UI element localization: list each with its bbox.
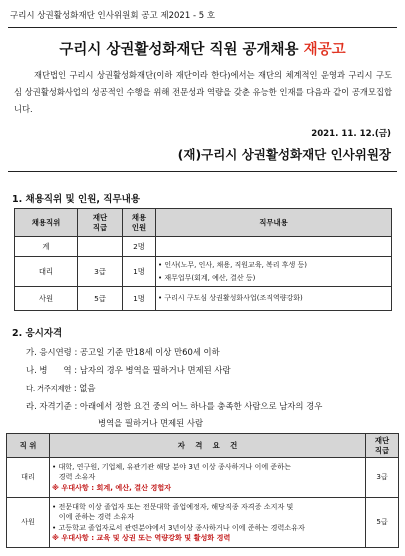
qualification-residence xyxy=(26,382,95,394)
cell-count: 1명 xyxy=(123,287,156,311)
qual-text: : 남자의 경우 병역을 필하거나 면제된 사람 xyxy=(74,365,231,375)
header-count: 채용 인원 xyxy=(123,209,156,237)
qual-label: 나. 병 역 xyxy=(26,365,72,375)
qualification-criteria xyxy=(26,400,322,412)
cell-position: 계 xyxy=(15,237,78,257)
qual-label: 다. 거주지제한 xyxy=(26,384,72,393)
cell-grade: 3급 xyxy=(366,458,399,498)
cell-grade: 5급 xyxy=(78,287,123,311)
cell-duty xyxy=(156,257,392,287)
qual-text: : 없음 xyxy=(73,383,96,393)
header-requirement: 자 격 요 건 xyxy=(50,434,366,458)
header-position: 직 위 xyxy=(7,434,50,458)
header-grade: 재단 직급 xyxy=(366,434,399,458)
cell-duty xyxy=(156,287,392,311)
qualification-criteria-cont: 병역을 필하거나 면제된 사람 xyxy=(98,418,204,428)
qualification-table xyxy=(6,433,399,548)
cell-grade: 5급 xyxy=(366,498,399,548)
issuer-organization: (재)구리시 상권활성화재단 인사위원장 xyxy=(177,147,391,162)
intro-paragraph: 재단법인 구리시 상권활성화재단(이하 재단이라 한다)에서는 재단의 체계적인 운영과 구리시 구도심 상권활성화사업의 성공적인 수행을 위해 전문성과 역량을 갖춘 유능한 인재를 다음과 같이 공개모집합니다. xyxy=(14,70,392,114)
header-position: 채용직위 xyxy=(15,209,78,237)
cell-position: 사원 xyxy=(15,287,78,311)
table-row xyxy=(15,287,392,311)
requirement-line: 경력 소유자 xyxy=(52,472,96,482)
recruit-table xyxy=(14,208,392,311)
qualification-age xyxy=(26,346,220,358)
cell-count: 1명 xyxy=(123,257,156,287)
preference-line: ※ 우대사항 : 교육 및 상권 또는 역량강화 및 활성화 경력 xyxy=(52,533,231,542)
title-main: 구리시 상권활성화재단 직원 공개채용 xyxy=(59,42,299,58)
section2-heading: 2. 응시자격 xyxy=(12,328,63,339)
cell-count: 2명 xyxy=(123,237,156,257)
duty-line: • 인사(노무, 인사, 채용, 직원교육, 복리 후생 등) xyxy=(158,260,308,269)
header-duty: 직무내용 xyxy=(156,209,392,237)
requirement-line: 이에 준하는 경력 소유자 xyxy=(52,512,135,521)
section1-heading: 1. 채용직위 및 인원, 직무내용 xyxy=(12,194,141,205)
top-divider xyxy=(8,27,397,28)
table-row xyxy=(7,498,399,548)
header-grade: 재단 직급 xyxy=(78,209,123,237)
qual-label: 라. 자격기준 xyxy=(26,401,72,411)
duty-line: • 재무업무(회계, 예산, 결산 등) xyxy=(158,273,256,282)
page-title xyxy=(0,38,405,59)
duty-line: • 구리시 구도심 상권활성화사업(조직역량강화) xyxy=(158,294,303,302)
cell-position: 사원 xyxy=(7,498,50,548)
cell-duty xyxy=(156,237,392,257)
cell-grade xyxy=(78,237,123,257)
qual-text: : 아래에서 정한 요건 중의 어느 하나를 충족한 사람으로 남자의 경우 xyxy=(74,401,323,411)
notice-number: 구리시 상권활성화재단 인사위원회 공고 제2021 - 5 호 xyxy=(10,11,216,21)
cell-requirement xyxy=(50,458,366,498)
cell-position: 대리 xyxy=(15,257,78,287)
requirement-line: • 대학, 연구원, 기업체, 유관기관 해당 분야 3년 이상 종사하거나 이에 준하는 xyxy=(52,461,291,471)
table-row xyxy=(15,257,392,287)
table-row xyxy=(15,237,392,257)
qualification-military xyxy=(26,364,231,376)
requirement-line: • 전문대학 이상 졸업자 또는 전문대학 졸업예정자, 해당직종 자격증 소지자 및 xyxy=(52,501,294,511)
preference-line: ※ 우대사항 : 회계, 예산, 결산 경험자 xyxy=(52,482,172,492)
notice-date: 2021. 11. 12.(금) xyxy=(311,129,391,139)
cell-requirement xyxy=(50,498,366,548)
table-row xyxy=(7,458,399,498)
qual-label: 가. 응시연령 xyxy=(26,347,72,357)
title-highlight: 재공고 xyxy=(303,42,346,58)
cell-grade: 3급 xyxy=(78,257,123,287)
cell-position: 대리 xyxy=(7,458,50,498)
mid-divider xyxy=(8,171,397,172)
requirement-line: • 고등학교 졸업자로서 관련분야에서 3년이상 종사하거나 이에 준하는 경력소유자 xyxy=(52,522,305,532)
qual-text: : 공고일 기준 만18세 이상 만60세 이하 xyxy=(74,347,220,357)
